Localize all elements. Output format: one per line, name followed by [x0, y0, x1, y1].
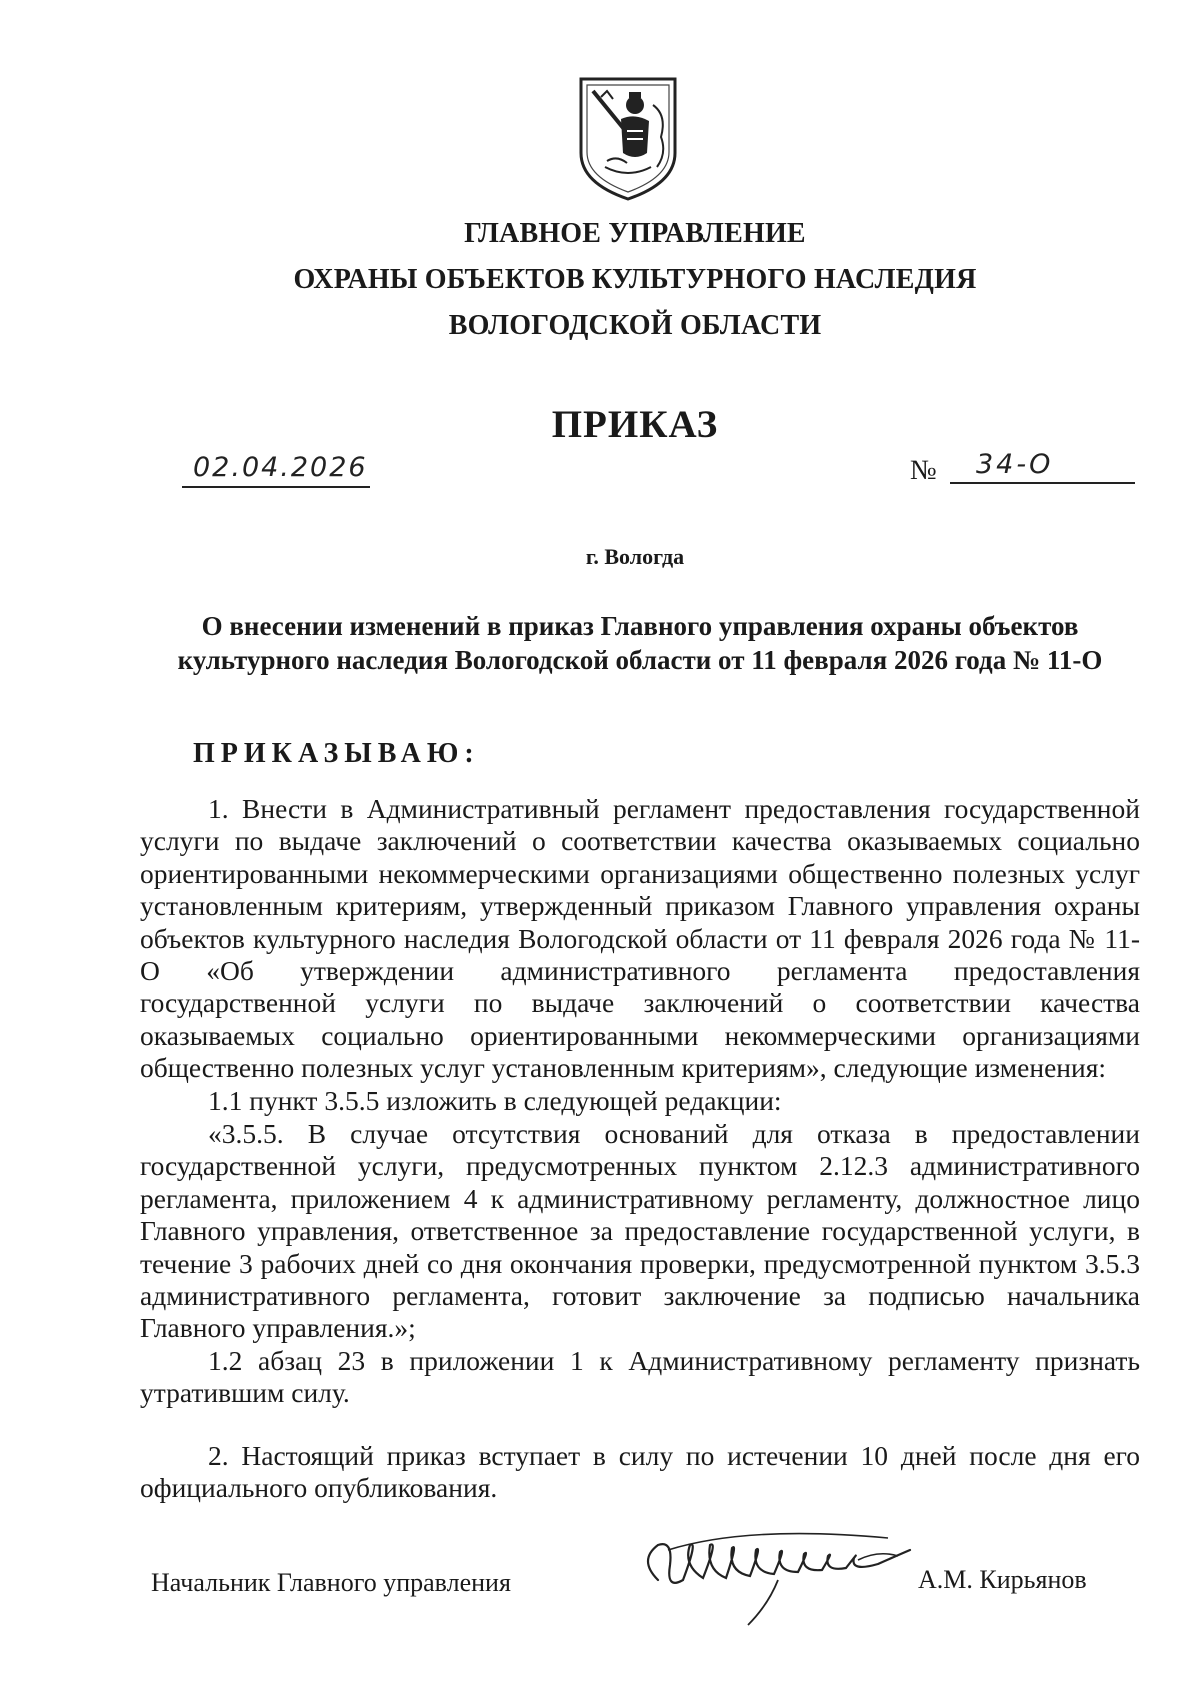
handwritten-date: 02.04.2026	[193, 452, 368, 483]
coat-of-arms-emblem	[577, 75, 679, 203]
signatory-position: Начальник Главного управления	[151, 1568, 511, 1597]
paragraph-1-2: 1.2 абзац 23 в приложении 1 к Административному регламенту признать утратившим силу.	[140, 1345, 1140, 1409]
signatory-name: А.М. Кирьянов	[918, 1565, 1087, 1594]
paragraph-1-1: 1.1 пункт 3.5.5 изложить в следующей редакции:	[208, 1085, 782, 1116]
paragraph-2: 2. Настоящий приказ вступает в силу по истечении 10 дней после дня его официального опубликования.	[140, 1440, 1140, 1504]
number-sign: №	[910, 455, 937, 486]
number-underline	[950, 482, 1135, 484]
org-name-line-1: ГЛАВНОЕ УПРАВЛЕНИЕ	[464, 218, 806, 249]
org-name-line-3: ВОЛОГОДСКОЙ ОБЛАСТИ	[448, 310, 822, 341]
paragraph-1: 1. Внести в Административный регламент предоставления государственной услуги по выдаче заключений о соответствии качества оказываемых социально ориентированными некоммерческими организациями общественно полезных услуг установленным критериям, утвержденный приказом Главного управления охраны объектов культурного наследия Вологодской области от 11 февраля 2026 года № 11-О «Об утверждении административного регламента предоставления государственной услуги по выдаче заключений о соответствии качества оказываемых социально ориентированными некоммерческими организациями общественно полезных услуг установленным критериям», следующие изменения:	[140, 793, 1140, 1084]
date-underline	[182, 486, 370, 488]
document-type-title: ПРИКАЗ	[551, 403, 719, 446]
order-directive-word: ПРИКАЗЫВАЮ:	[193, 738, 480, 769]
handwritten-signature	[628, 1520, 938, 1630]
paragraph-3-5-5: «3.5.5. В случае отсутствия оснований для отказа в предоставлении государственной услуги, предусмотренных пунктом 2.12.3 административного регламента, приложением 4 к административному регламенту, должностное лицо Главного управления, ответственное за предоставление государственной услуги, в течение 3 рабочих дней со дня окончания проверки, предусмотренной пунктом 3.5.3 административного регламента, готовит заключение за подписью начальника Главного управления.»;	[140, 1118, 1140, 1344]
org-name-line-2: ОХРАНЫ ОБЪЕКТОВ КУЛЬТУРНОГО НАСЛЕДИЯ	[293, 264, 977, 295]
handwritten-number: 34-О	[976, 449, 1054, 480]
city-line: г. Вологда	[585, 544, 685, 569]
order-subject-heading: О внесении изменений в приказ Главного управления охраны объектов культурного наследия Вологодской области от 11 февраля 2026 года № 11-О	[177, 611, 1103, 675]
